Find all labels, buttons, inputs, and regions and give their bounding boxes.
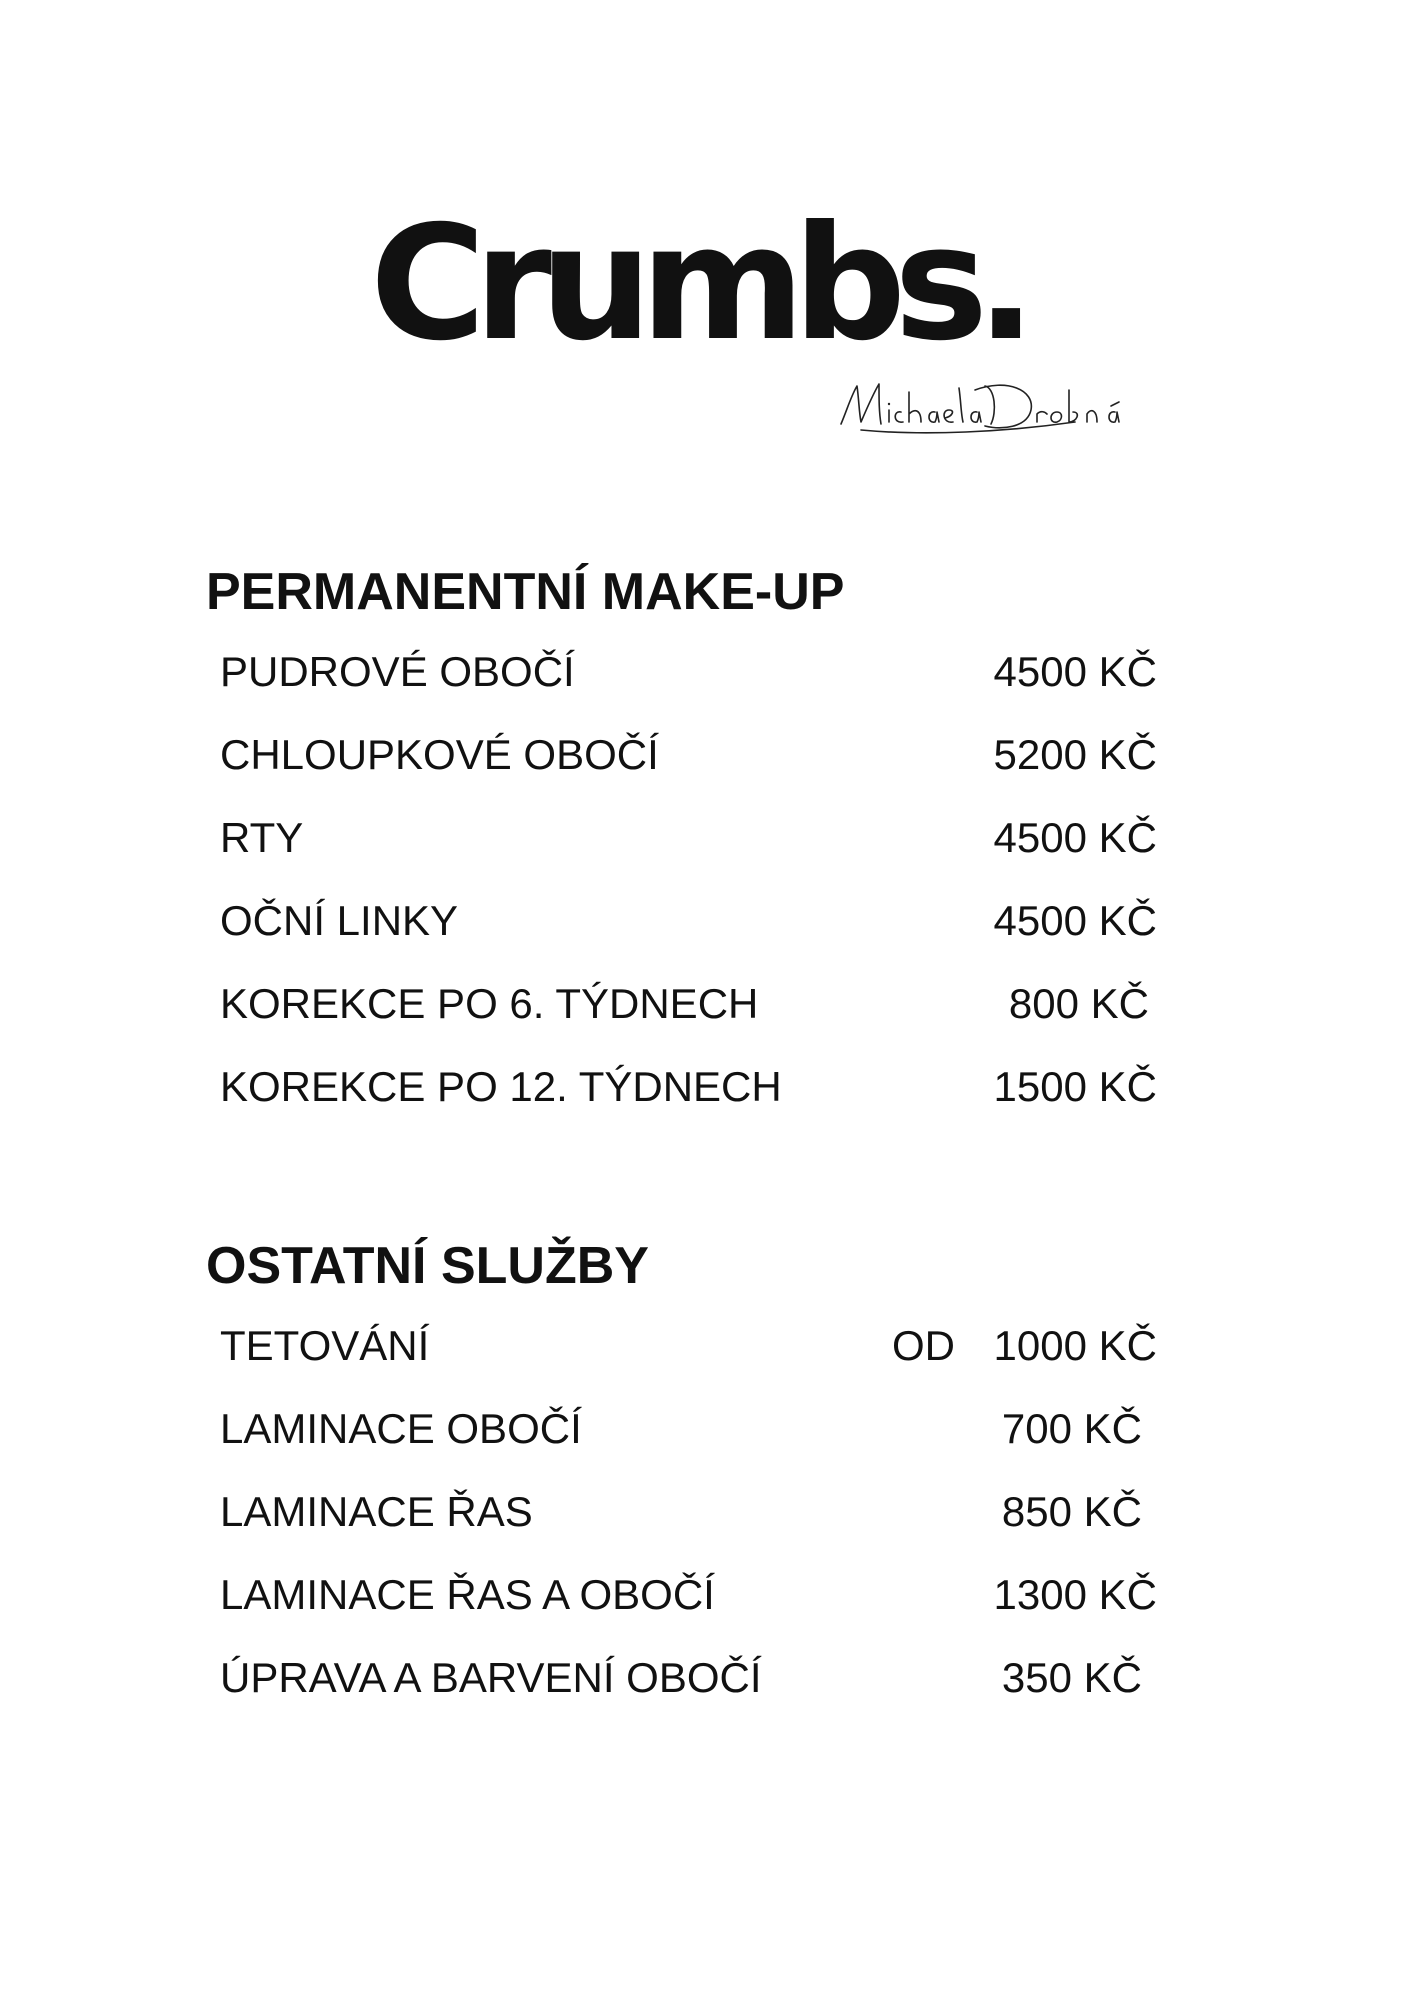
price-prefix: OD: [892, 1322, 955, 1369]
service-name: LAMINACE ŘAS: [220, 1488, 533, 1535]
service-price: 1000 KČ: [993, 1322, 1157, 1369]
price-row: [206, 897, 1206, 983]
service-name: CHLOUPKOVÉ OBOČÍ: [220, 731, 659, 778]
service-name: TETOVÁNÍ: [220, 1322, 430, 1369]
section-other-services: [206, 1237, 1206, 1740]
price-row: [206, 648, 1206, 734]
section-title: PERMANENTNÍ MAKE-UP: [206, 563, 845, 621]
section-title: OSTATNÍ SLUŽBY: [206, 1237, 649, 1295]
price-row: [206, 1322, 1206, 1408]
price-row: [206, 1571, 1206, 1657]
price-row: [206, 1405, 1206, 1491]
service-name: PUDROVÉ OBOČÍ: [220, 648, 575, 695]
service-name: OČNÍ LINKY: [220, 897, 459, 944]
service-name: LAMINACE OBOČÍ: [220, 1405, 582, 1452]
signature-graphic: [835, 372, 1135, 442]
service-name: LAMINACE ŘAS A OBOČÍ: [220, 1571, 715, 1618]
section-permanent-makeup: [206, 563, 1206, 1149]
price-row: [206, 1488, 1206, 1574]
service-price: 850 KČ: [1001, 1488, 1142, 1535]
service-price: 4500 KČ: [993, 897, 1157, 944]
signature: [835, 372, 1135, 442]
service-price: 4500 KČ: [993, 648, 1157, 695]
service-name: KOREKCE PO 6. TÝDNECH: [220, 980, 759, 1027]
service-price: 800 KČ: [1008, 980, 1149, 1027]
service-price: 1300 KČ: [993, 1571, 1157, 1618]
service-name: KOREKCE PO 12. TÝDNECH: [220, 1063, 782, 1110]
brand-logo: Crumbs.: [370, 192, 1025, 376]
price-row: [206, 731, 1206, 817]
service-price: 700 KČ: [1001, 1405, 1142, 1452]
price-row: [206, 1654, 1206, 1740]
service-name: RTY: [220, 814, 304, 861]
service-price: 350 KČ: [1001, 1654, 1142, 1701]
price-row: [206, 980, 1206, 1066]
service-name: ÚPRAVA A BARVENÍ OBOČÍ: [220, 1654, 762, 1701]
price-row: [206, 1063, 1206, 1149]
service-price: 4500 KČ: [993, 814, 1157, 861]
service-price: 1500 KČ: [993, 1063, 1157, 1110]
service-price: 5200 KČ: [993, 731, 1157, 778]
price-row: [206, 814, 1206, 900]
